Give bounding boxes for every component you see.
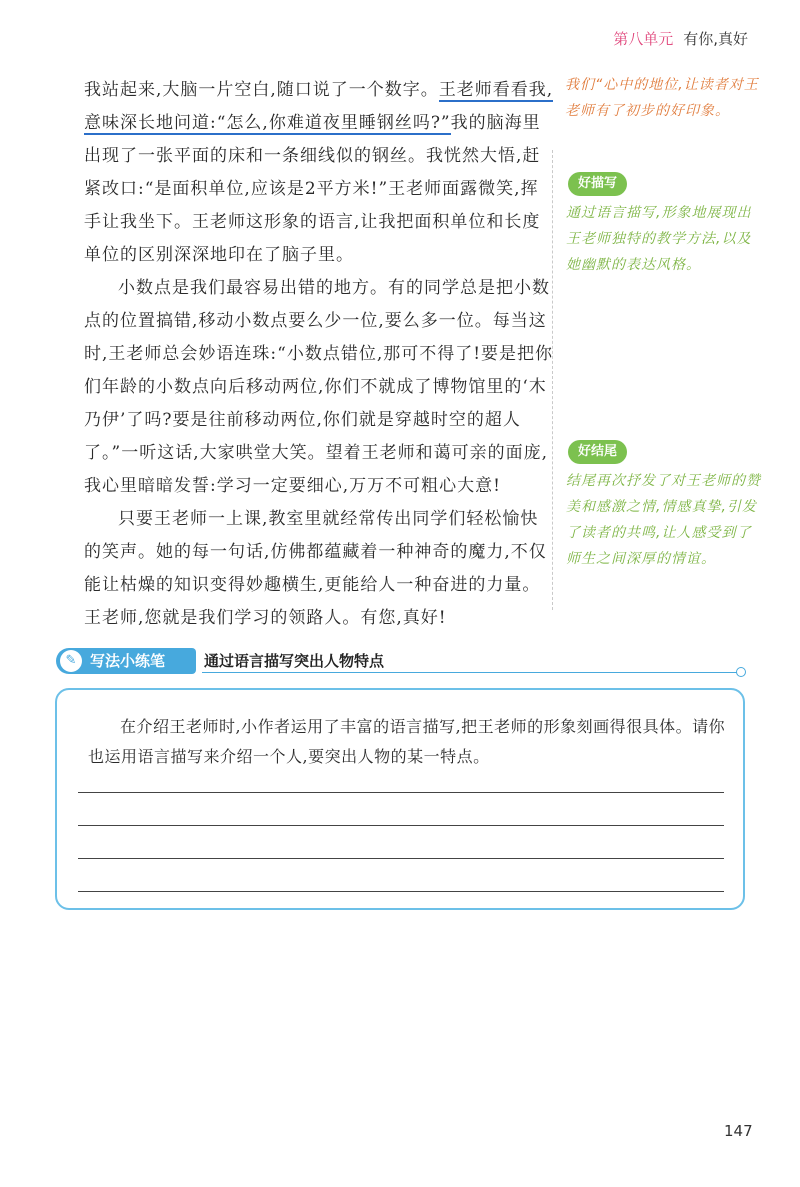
tag-good-ending: 好结尾: [568, 440, 627, 464]
exercise-badge-label: 写法小练笔: [90, 652, 166, 670]
paragraph-1: [84, 74, 554, 272]
exercise-badge: [56, 648, 196, 674]
paragraph-1-end: 我的脑海里出现了一张平面的床和一条细线似的钢丝。我恍然大悟,赶紧改口:“是面积单位,应该是2平方米!”王老师面露微笑,挥手让我坐下。王老师这形象的语言,让我把面积单位和长度单位的区别深深地印在了脑子里。: [84, 113, 541, 265]
exercise-rule: [202, 672, 740, 673]
exercise-rule-end-dot: [736, 667, 746, 677]
essay-body: [84, 74, 554, 635]
tag-good-description: 好描写: [568, 172, 627, 196]
paragraph-2: 小数点是我们最容易出错的地方。有的同学总是把小数点的位置搞错,移动小数点要么少一位,要么多一位。每当这时,王老师总会妙语连珠:“小数点错位,那可不得了!要是把你们年龄的小数点向后移动两位,你们不就成了博物馆里的‘木乃伊’了吗?要是往前移动两位,你们就是穿越时空的超人了。”一听这话,大家哄堂大笑。望着王老师和蔼可亲的面庞,我心里暗暗发誓:学习一定要细心,万万不可粗心大意!: [84, 278, 554, 496]
exercise-header: [56, 648, 746, 674]
note-ending: 结尾再次抒发了对王老师的赞美和感激之情,情感真挚,引发了读者的共鸣,让人感受到了师生之间深厚的情谊。: [566, 473, 761, 567]
exercise-title: 通过语言描写突出人物特点: [204, 652, 385, 670]
writing-line-2[interactable]: [78, 825, 724, 826]
highlighted-sentence: 王老师看看我,意味深长地问道:“怎么,你难道夜里睡钢丝吗?”: [84, 80, 554, 133]
sidebar-divider: [552, 150, 553, 610]
paragraph-3: 只要王老师一上课,教室里就经常传出同学们轻松愉快的笑声。她的每一句话,仿佛都蕴藏着一种神奇的魔力,不仅能让枯燥的知识变得妙趣横生,更能给人一种奋进的力量。王老师,您就是我们学习的领路人。有您,真好!: [84, 509, 547, 628]
paragraph-1-start: 我站起来,大脑一片空白,随口说了一个数字。: [84, 80, 439, 100]
page-header: [613, 28, 748, 49]
exercise-prompt: 在介绍王老师时,小作者运用了丰富的语言描写,把王老师的形象刻画得很具体。请你也运用语言描写来介绍一个人,要突出人物的某一特点。: [88, 717, 726, 766]
unit-title: 有你,真好: [683, 30, 748, 48]
writing-line-1[interactable]: [78, 792, 724, 793]
unit-label: 第八单元: [613, 30, 674, 48]
page-number: 147: [724, 1122, 753, 1140]
writing-line-4[interactable]: [78, 891, 724, 892]
pen-icon: ✎: [60, 650, 82, 672]
note-top: 我们“心中的地位,让读者对王老师有了初步的好印象。: [565, 77, 759, 119]
note-description: 通过语言描写,形象地展现出王老师独特的教学方法,以及她幽默的表达风格。: [566, 205, 752, 273]
writing-line-3[interactable]: [78, 858, 724, 859]
